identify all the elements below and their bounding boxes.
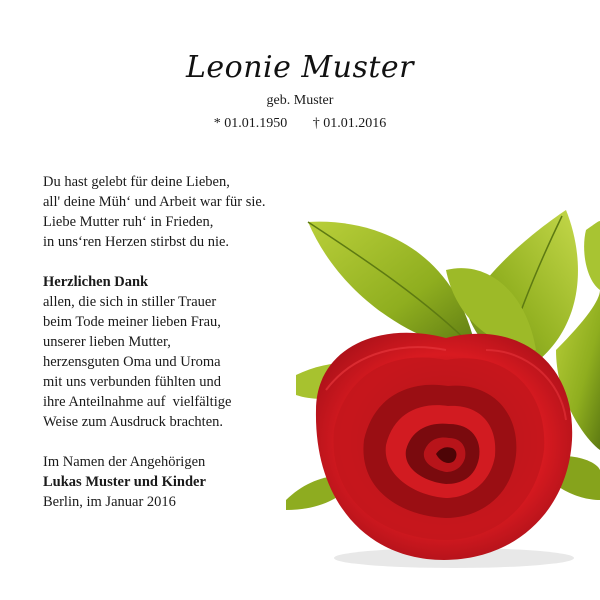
life-dates xyxy=(0,115,600,133)
thanks-line: ihre Anteilnahme auf vielfältige xyxy=(43,394,232,410)
birth-date: * 01.01.1950 xyxy=(213,116,288,131)
birth-name: geb. Muster xyxy=(266,93,334,108)
thanks-line: allen, die sich in stiller Trauer xyxy=(43,294,217,310)
verse xyxy=(43,172,313,252)
body-text xyxy=(43,172,313,512)
verse-line: Du hast gelebt für deine Lieben, xyxy=(43,174,230,190)
header xyxy=(0,48,600,133)
thanks-line: herzensguten Oma und Uroma xyxy=(43,354,221,370)
rose-illustration xyxy=(286,200,600,572)
thanks-line: beim Tode meiner lieben Frau, xyxy=(43,314,221,330)
thanks-line: mit uns verbunden fühlten und xyxy=(43,374,222,390)
family-intro: Im Namen der Angehörigen xyxy=(43,454,206,470)
verse-line: all' deine Müh‘ und Arbeit war für sie. xyxy=(43,194,266,210)
rose xyxy=(316,333,574,568)
thanks-text xyxy=(43,292,313,432)
family-names: Lukas Muster und Kinder xyxy=(43,474,206,490)
verse-line: Liebe Mutter ruh‘ in Frieden, xyxy=(43,214,214,230)
thanks-line: Weise zum Ausdruck brachten. xyxy=(43,414,224,430)
deceased-name: Leonie Muster xyxy=(185,50,415,85)
thanks-heading: Herzlichen Dank xyxy=(43,274,149,290)
death-date: † 01.01.2016 xyxy=(312,116,387,131)
verse-line: in uns‘ren Herzen stirbst du nie. xyxy=(43,234,230,250)
place-date: Berlin, im Januar 2016 xyxy=(43,494,176,510)
thanks-line: unserer lieben Mutter, xyxy=(43,334,171,350)
